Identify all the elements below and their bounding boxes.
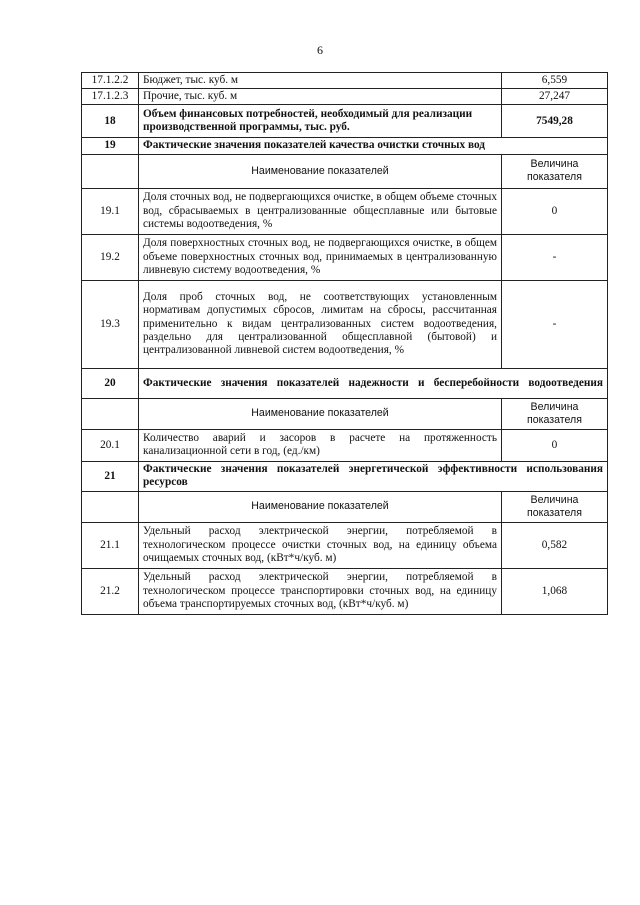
section-value: 7549,28 — [502, 105, 608, 138]
column-header-row — [82, 491, 608, 522]
row-label: Бюджет, тыс. куб. м — [139, 73, 502, 89]
row-label: Доля сточных вод, не подвергающихся очистке, в общем объеме сточных вод, сбрасываемых в централизованные общесплавные или бытовые системы водоотведения, % — [139, 188, 502, 234]
row-number: 21.1 — [82, 522, 139, 568]
section-number: 19 — [82, 138, 139, 154]
row-label: Прочие, тыс. куб. м — [139, 89, 502, 105]
section-number: 20 — [82, 368, 139, 398]
row-number: 21.2 — [82, 568, 139, 614]
section-title: Фактические значения показателей качества очистки сточных вод — [139, 138, 608, 154]
indicators-table — [81, 72, 608, 615]
table-row — [82, 188, 608, 234]
row-value: 0 — [502, 188, 608, 234]
section-title: Фактические значения показателей надежности и бесперебойности водоотведения — [139, 368, 608, 398]
section-row-21 — [82, 461, 608, 491]
row-number: 17.1.2.3 — [82, 89, 139, 105]
row-number: 19.3 — [82, 280, 139, 368]
section-number: 18 — [82, 105, 139, 138]
table-row — [82, 234, 608, 280]
row-label: Доля проб сточных вод, не соответствующих установленным нормативам допустимых сбросов, лимитам на сбросы, рассчитанная применительно к видам централизованных систем водоотведения, раздельно для централизованной общесплавной (бытовой) и централизованной ливневой систем водоотведения, % — [139, 280, 502, 368]
row-value: 27,247 — [502, 89, 608, 105]
header-name: Наименование показателей — [139, 491, 502, 522]
row-value: 6,559 — [502, 73, 608, 89]
row-value: 0,582 — [502, 522, 608, 568]
header-name: Наименование показателей — [139, 154, 502, 188]
table-row — [82, 89, 608, 105]
row-number: 19.2 — [82, 234, 139, 280]
row-value: 0 — [502, 429, 608, 461]
empty-cell — [82, 398, 139, 429]
header-value: Величина показателя — [502, 154, 608, 188]
table-row — [82, 429, 608, 461]
column-header-row — [82, 398, 608, 429]
section-row-19 — [82, 138, 608, 154]
page-number: 6 — [317, 43, 323, 57]
table-row — [82, 280, 608, 368]
row-label: Количество аварий и засоров в расчете на протяженность канализационной сети в год, (ед./км) — [139, 429, 502, 461]
section-title: Объем финансовых потребностей, необходимый для реализации производственной программы, тыс. руб. — [139, 105, 502, 138]
row-number: 19.1 — [82, 188, 139, 234]
row-label: Доля поверхностных сточных вод, не подвергающихся очистке, в общем объеме поверхностных сточных вод, принимаемых в централизованную ливневую систему водоотведения, % — [139, 234, 502, 280]
section-number: 21 — [82, 461, 139, 491]
section-row-20 — [82, 368, 608, 398]
row-label: Удельный расход электрической энергии, потребляемой в технологическом процессе транспортировки сточных вод, на единицу объема транспортируемых сточных вод, (кВт*ч/куб. м) — [139, 568, 502, 614]
row-value: - — [502, 234, 608, 280]
table-row — [82, 73, 608, 89]
table-row — [82, 522, 608, 568]
empty-cell — [82, 491, 139, 522]
row-number: 20.1 — [82, 429, 139, 461]
row-label: Удельный расход электрической энергии, потребляемой в технологическом процессе очистки сточных вод, на единицу объема очищаемых сточных вод, (кВт*ч/куб. м) — [139, 522, 502, 568]
row-value: 1,068 — [502, 568, 608, 614]
header-value: Величина показателя — [502, 491, 608, 522]
column-header-row — [82, 154, 608, 188]
section-row-18 — [82, 105, 608, 138]
table-row — [82, 568, 608, 614]
header-value: Величина показателя — [502, 398, 608, 429]
header-name: Наименование показателей — [139, 398, 502, 429]
row-value: - — [502, 280, 608, 368]
row-number: 17.1.2.2 — [82, 73, 139, 89]
empty-cell — [82, 154, 139, 188]
section-title: Фактические значения показателей энергетической эффективности использования ресурсов — [139, 461, 608, 491]
